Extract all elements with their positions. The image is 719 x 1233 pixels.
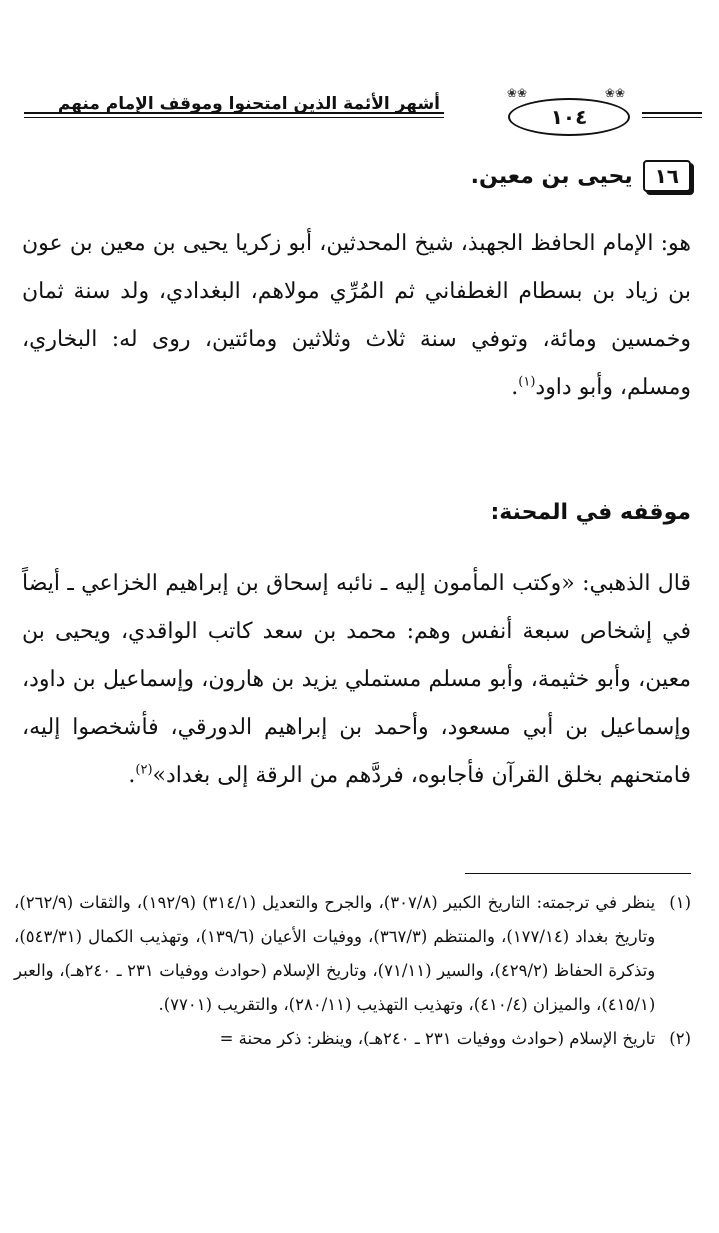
biography-heading (471, 158, 691, 194)
biography-name: يحيى بن معين. (470, 163, 633, 189)
footnotes (14, 886, 691, 1056)
footnote-ref[interactable]: (٢) (135, 762, 153, 778)
stance-text: قال الذهبي: «وكتب المأمون إليه ـ نائبه إسحاق بن إبراهيم الخزاعي ـ أيضاً في إشخاص سبعة أنفس وهم: محمد بن سعد كاتب الواقدي، ويحيى بن معين، وأبو خثيمة، وأبو مسلم مستملي يزيد بن هارون، وإسماعيل بن داود، وإسماعيل بن أبي مسعود، وأحمد بن إبراهيم الدورقي، فأشخصوا إليه، فامتحنهم بخلق القرآن فأجابوه، فردَّهم من الرقة إلى بغداد» (22, 571, 691, 788)
footnote-ref[interactable]: (١) (518, 374, 536, 390)
header-rule-right-thin (642, 117, 702, 118)
header-rule-thin (24, 117, 444, 118)
footnote-text: ينظر في ترجمته: التاريخ الكبير (٣٠٧/٨)، والجرح والتعديل (٣١٤/١) (١٩٢/٩)، والثقات (٢٦٢/٩)، وتاريخ بغداد (١٧٧/١٤)، والمنتظم (٣٦٧/٣)، ووفيات الأعيان (١٣٩/٦)، وتهذيب الكمال (٥٤٣/٣١)، وتذكرة الحفاظ (٤٢٩/٢)، والسير (٧١/١١)، وتاريخ الإسلام (حوادث ووفيات ٢٣١ ـ ٢٤٠هـ)، والعبر (٤١٥/١)، والميزان (٤١٠/٤)، وتهذيب التهذيب (٢٨٠/١١)، والتقريب (٧٧٠١). (14, 893, 656, 1014)
section-title: موقفه في المحنة: (490, 500, 691, 525)
footnote-number: (٢) (669, 1029, 691, 1048)
paragraph-end: . (511, 375, 519, 400)
page-number: ١٠٤ (508, 98, 630, 136)
footnote-item (14, 1022, 691, 1056)
footnote-separator (465, 873, 691, 874)
footnote-text: تاريخ الإسلام (حوادث ووفيات ٢٣١ ـ ٢٤٠هـ)، وينظر: ذكر محنة = (219, 1029, 656, 1048)
footnote-item (14, 886, 691, 1022)
ornament-icon: ❀❀ (604, 86, 625, 100)
biography-number-badge: ١٦ (643, 160, 691, 192)
header-rule (24, 112, 444, 114)
biography-text: هو: الإمام الحافظ الجهبذ، شيخ المحدثين، أبو زكريا يحيى بن معين بن عون بن زياد بن بسطام الغطفاني ثم المُرِّي مولاهم، البغدادي، ولد سنة ثمان وخمسين ومائة، وتوفي سنة ثلاث وثلاثين ومائتين، روى له: البخاري، ومسلم، وأبو داود (22, 231, 691, 400)
footnote-number: (١) (669, 893, 691, 912)
stance-paragraph (22, 560, 691, 800)
paragraph-end: . (128, 763, 136, 788)
page-header (12, 80, 702, 136)
ornament-icon: ❀❀ (506, 86, 527, 100)
running-title: أشهر الأئمة الذين امتحنوا وموقف الإمام منهم (57, 94, 440, 114)
biography-paragraph (22, 220, 691, 412)
header-rule-right (642, 112, 702, 114)
